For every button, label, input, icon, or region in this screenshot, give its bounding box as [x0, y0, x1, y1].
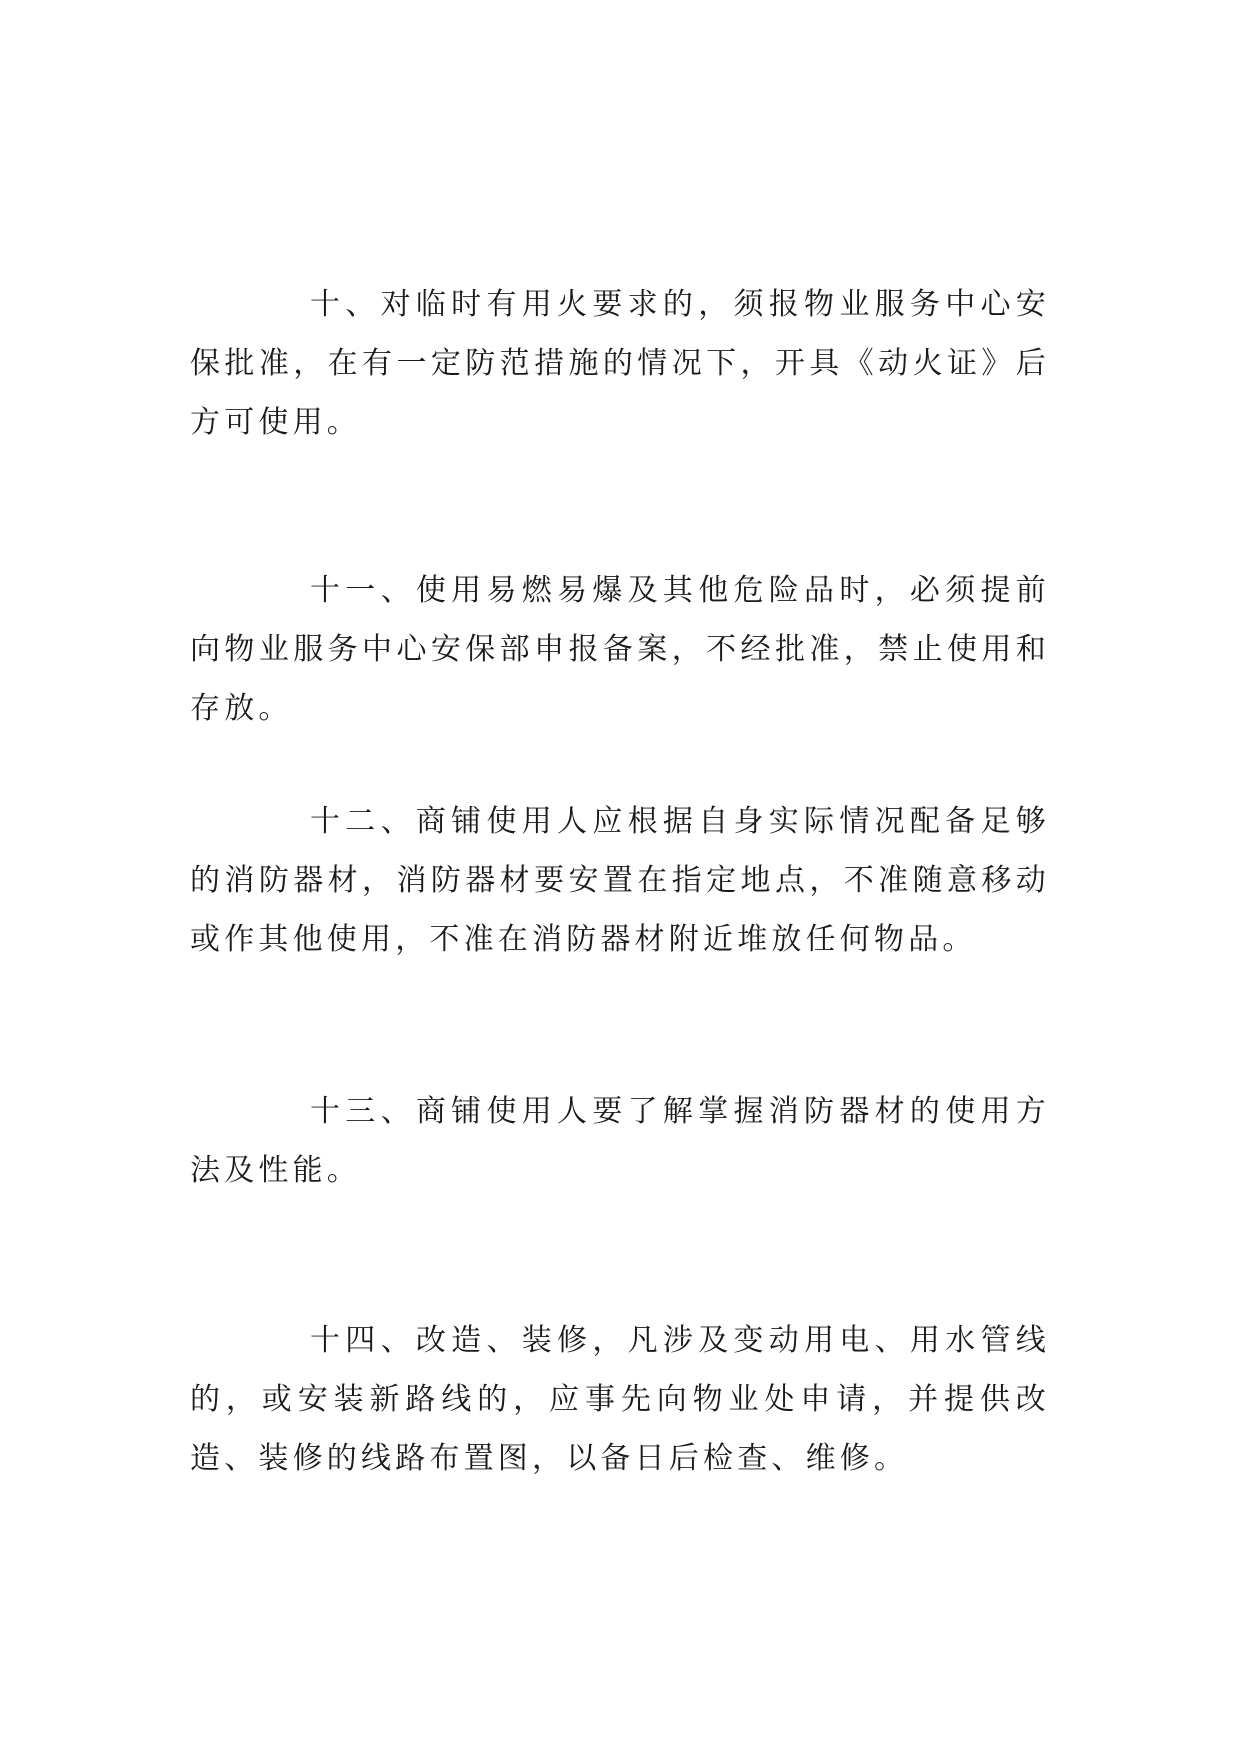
- paragraph-item-14: 十四、改造、装修，凡涉及变动用电、用水管线的，或安装新路线的，应事先向物业处申请，并提供改造、装修的线路布置图，以备日后检查、维修。: [190, 1323, 1050, 1476]
- paragraph-item-11: 十一、使用易燃易爆及其他危险品时，必须提前向物业服务中心安保部申报备案，不经批准，禁止使用和存放。: [190, 573, 1050, 726]
- paragraph-item-12: 十二、商铺使用人应根据自身实际情况配备足够的消防器材，消防器材要安置在指定地点，不准随意移动或作其他使用，不准在消防器材附近堆放任何物品。: [190, 804, 1050, 957]
- paragraph-item-13: 十三、商铺使用人要了解掌握消防器材的使用方法及性能。: [190, 1094, 1050, 1188]
- paragraph-item-10: 十、对临时有用火要求的，须报物业服务中心安保批准，在有一定防范措施的情况下，开具《动火证》后方可使用。: [190, 287, 1050, 440]
